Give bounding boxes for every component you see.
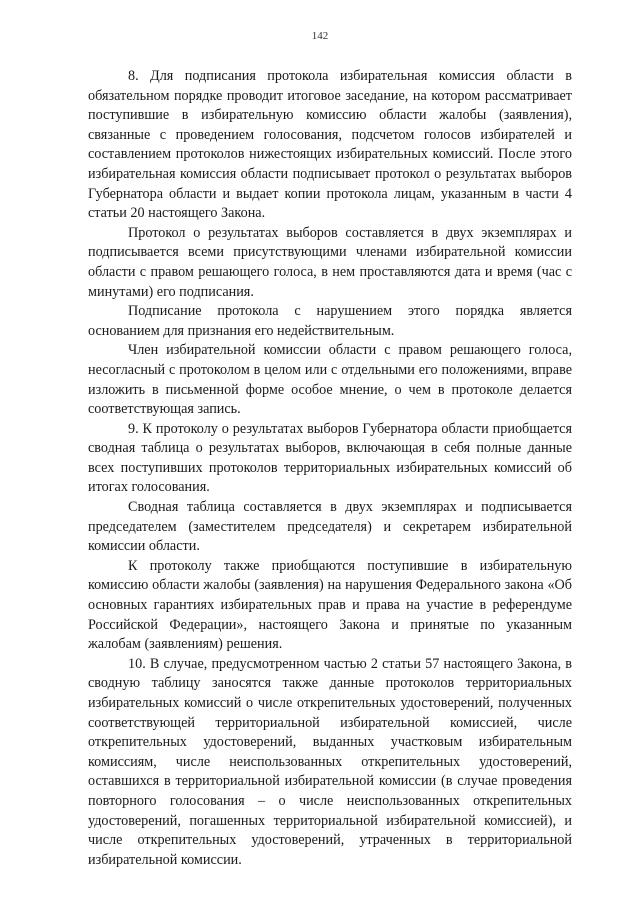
- paragraph-protocol-copies: Протокол о результатах выборов составляется в двух экземплярах и подписывается всеми присутствующими членами избирательной комиссии области с правом решающего голоса, в нем проставляются дата и время (час с минутами) его подписания.: [88, 224, 572, 300]
- page-number: 142: [311, 30, 329, 42]
- document-text: [88, 67, 572, 870]
- paragraph-invalid-signing: Подписание протокола с нарушением этого порядка является основанием для признания его недействительным.: [88, 303, 572, 339]
- paragraph-10: 10. В случае, предусмотренном частью 2 статьи 57 настоящего Закона, в сводную таблицу заносятся также данные протоколов территориальных избирательных комиссий о числе открепительных удостоверений, полученных соответствующей территориальной избирательной комиссией, числе открепительных удостоверений, выданных участковым избирательным комиссиям, числе неиспользованных открепительных удостоверений, оставшихся в территориальной избирательной комиссии (в случае проведения повторного голосования – о числе неиспользованных открепительных удостоверений, погашенных территориальной избирательной комиссией), и числе открепительных удостоверений, утраченных в территориальной избирательной комиссии.: [88, 655, 572, 868]
- paragraph-8: 8. Для подписания протокола избирательная комиссия области в обязательном порядке проводит итоговое заседание, на котором рассматривает поступившие в избирательную комиссию области жалобы (заявления), связанные с проведением голосования, подсчетом голосов избирателей и составлением протоколов нижестоящих избирательных комиссий. После этого избирательная комиссия области подписывает протокол о результатах выборов Губернатора области и выдает копии протокола лицам, указанным в части 4 статьи 20 настоящего Закона.: [88, 68, 572, 222]
- paragraph-summary-table: Сводная таблица составляется в двух экземплярах и подписывается председателем (заместителем председателя) и секретарем избирательной комиссии области.: [88, 499, 572, 555]
- paragraph-complaints: К протоколу также приобщаются поступившие в избирательную комиссию области жалобы (заявления) на нарушения Федерального закона «Об основных гарантиях избирательных прав и права на участие в референдуме Российской Федерации», настоящего Закона и принятые по указанным жалобам (заявлениям) решения.: [88, 557, 572, 653]
- paragraph-9: 9. К протоколу о результатах выборов Губернатора области приобщается сводная таблица о результатах выборов, включающая в себя полные данные всех поступивших протоколов территориальных избирательных комиссий об итогах голосования.: [88, 420, 572, 496]
- paragraph-dissenting-opinion: Член избирательной комиссии области с правом решающего голоса, несогласный с протоколом в целом или с отдельными его положениями, вправе изложить в письменной форме особое мнение, о чем в протоколе делается соответствующая запись.: [88, 342, 572, 418]
